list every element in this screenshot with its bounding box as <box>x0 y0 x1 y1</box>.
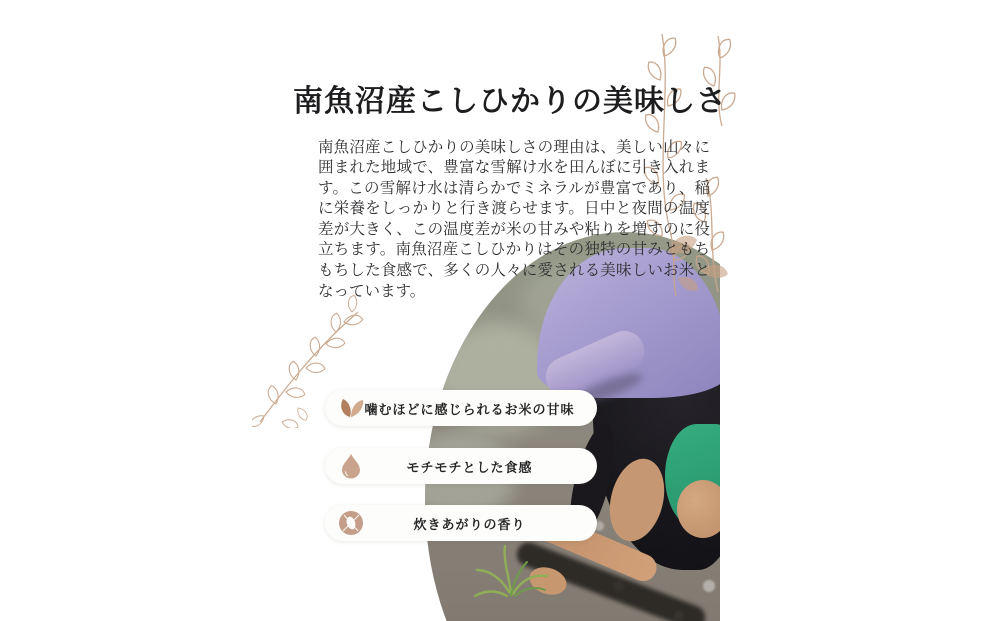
water-drop-icon <box>338 453 364 479</box>
intro-paragraph: 南魚沼産こしひかりの美味しさの理由は、美しい山々に囲まれた地域で、豊富な雪解け水を田んぼに引き入れます。この雪解け水は清らかでミネラルが豊富であり、稲に栄養をしっかりと行き渡らせます。日中と夜間の温度差が大きく、この温度差が米の甘みや粘りを増すのに役立ちます。南魚沼産こしひかりはその独特の甘みともちもちした食感で、多くの人々に愛される美味しいお米となっています。 <box>318 138 710 300</box>
rice-seedlings <box>471 540 551 610</box>
feature-label: 炊きあがりの香り <box>413 516 526 532</box>
feature-label: 噛むほどに感じられるお米の甘味 <box>364 401 575 417</box>
page-title: 南魚沼産こしひかりの美味しさ <box>293 85 727 119</box>
leaf-icon <box>338 395 364 421</box>
feature-pill-sweetness <box>325 390 597 426</box>
feature-pill-texture <box>325 448 597 484</box>
feature-pill-aroma <box>325 505 597 541</box>
feature-label: モチモチとした食感 <box>406 459 533 475</box>
child-fist <box>677 480 720 538</box>
rice-aroma-icon <box>338 510 364 536</box>
